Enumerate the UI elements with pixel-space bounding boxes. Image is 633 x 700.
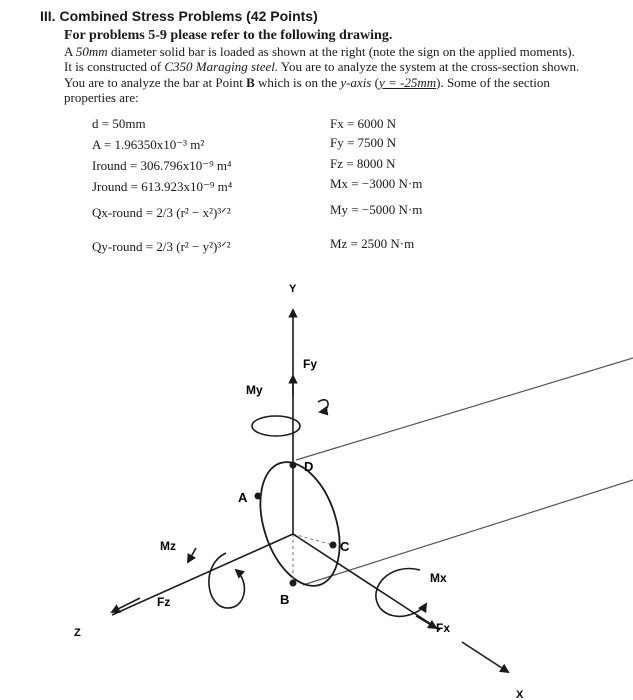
fy-label: Fy xyxy=(303,357,318,371)
z-axis-label: Z xyxy=(74,627,81,639)
mz-moment-arc xyxy=(209,553,245,608)
prop-area: A = 1.96350x10⁻³ m² xyxy=(92,137,205,152)
intro-text-4: which is on the xyxy=(254,74,341,90)
point-d-label: D xyxy=(304,459,314,474)
intro-text-2: diameter solid bar is loaded as shown at the right (note the sign on the applied moments). It is constructed of xyxy=(64,43,575,74)
fz-label: Fz xyxy=(157,595,171,609)
my-label: My xyxy=(246,383,263,397)
section-x-hidden xyxy=(293,534,333,545)
point-c-dot xyxy=(330,542,337,549)
point-b-dot xyxy=(290,580,297,587)
intro-axis: y-axis xyxy=(340,74,372,90)
intro-material: C350 Maraging steel. xyxy=(164,59,279,74)
mx-label: Mx xyxy=(430,571,447,585)
point-b-label: B xyxy=(280,592,290,607)
intro-point: B xyxy=(246,74,255,90)
load-my: My = −5000 N·m xyxy=(330,202,423,217)
intro-text-6: ). Some of the section properties are: xyxy=(64,74,550,105)
load-fz: Fz = 8000 N xyxy=(330,156,396,171)
problem-intro xyxy=(64,28,584,106)
x-axis-label: X xyxy=(516,689,524,700)
point-a-dot xyxy=(255,493,262,500)
section-number: III. xyxy=(40,8,56,24)
point-c-label: C xyxy=(340,539,350,554)
cylinder-bottom-edge xyxy=(303,480,633,585)
intro-body xyxy=(64,44,584,106)
fx-label: Fx xyxy=(436,621,451,635)
intro-text-5: ( xyxy=(371,74,379,90)
mz-arrow-head xyxy=(188,548,196,562)
intro-y-value: y = -25mm xyxy=(378,74,437,90)
load-fy: Fy = 7500 N xyxy=(330,135,397,150)
z-axis xyxy=(112,534,293,615)
loading-diagram xyxy=(0,270,633,700)
load-fx: Fx = 6000 N xyxy=(330,116,397,131)
prop-qx: Qx-round = 2/3 (r² − x²)³ᐟ² xyxy=(92,205,231,220)
diagram-svg xyxy=(0,270,633,700)
section-title xyxy=(40,8,318,24)
intro-lead: For problems 5-9 please refer to the following drawing. xyxy=(64,28,393,43)
intro-text-1: A xyxy=(64,43,76,59)
prop-inertia: Iround = 306.796x10⁻⁹ m⁴ xyxy=(92,158,232,173)
fx-arrow xyxy=(416,616,436,628)
mz-label: Mz xyxy=(160,539,176,553)
prop-d: d = 50mm xyxy=(92,116,146,131)
prop-qy: Qy-round = 2/3 (r² − y²)³ᐟ² xyxy=(92,239,231,254)
point-a-label: A xyxy=(238,490,248,505)
y-axis-label: Y xyxy=(289,283,297,295)
section-heading: Combined Stress Problems (42 Points) xyxy=(59,8,318,24)
prop-polar-inertia: Jround = 613.923x10⁻⁹ m⁴ xyxy=(92,179,233,194)
x-axis-arrow xyxy=(462,642,508,672)
my-rotation-arrow xyxy=(318,400,328,412)
point-d-dot xyxy=(290,462,297,469)
cylinder-top-edge xyxy=(296,358,633,460)
load-mz: Mz = 2500 N·m xyxy=(330,236,415,251)
intro-diameter: 50mm xyxy=(75,43,108,59)
load-mx: Mx = −3000 N·m xyxy=(330,176,423,191)
intro-text-3: You are to analyze the system at the cross-section shown. You are to analyze the bar at Point xyxy=(64,59,580,90)
